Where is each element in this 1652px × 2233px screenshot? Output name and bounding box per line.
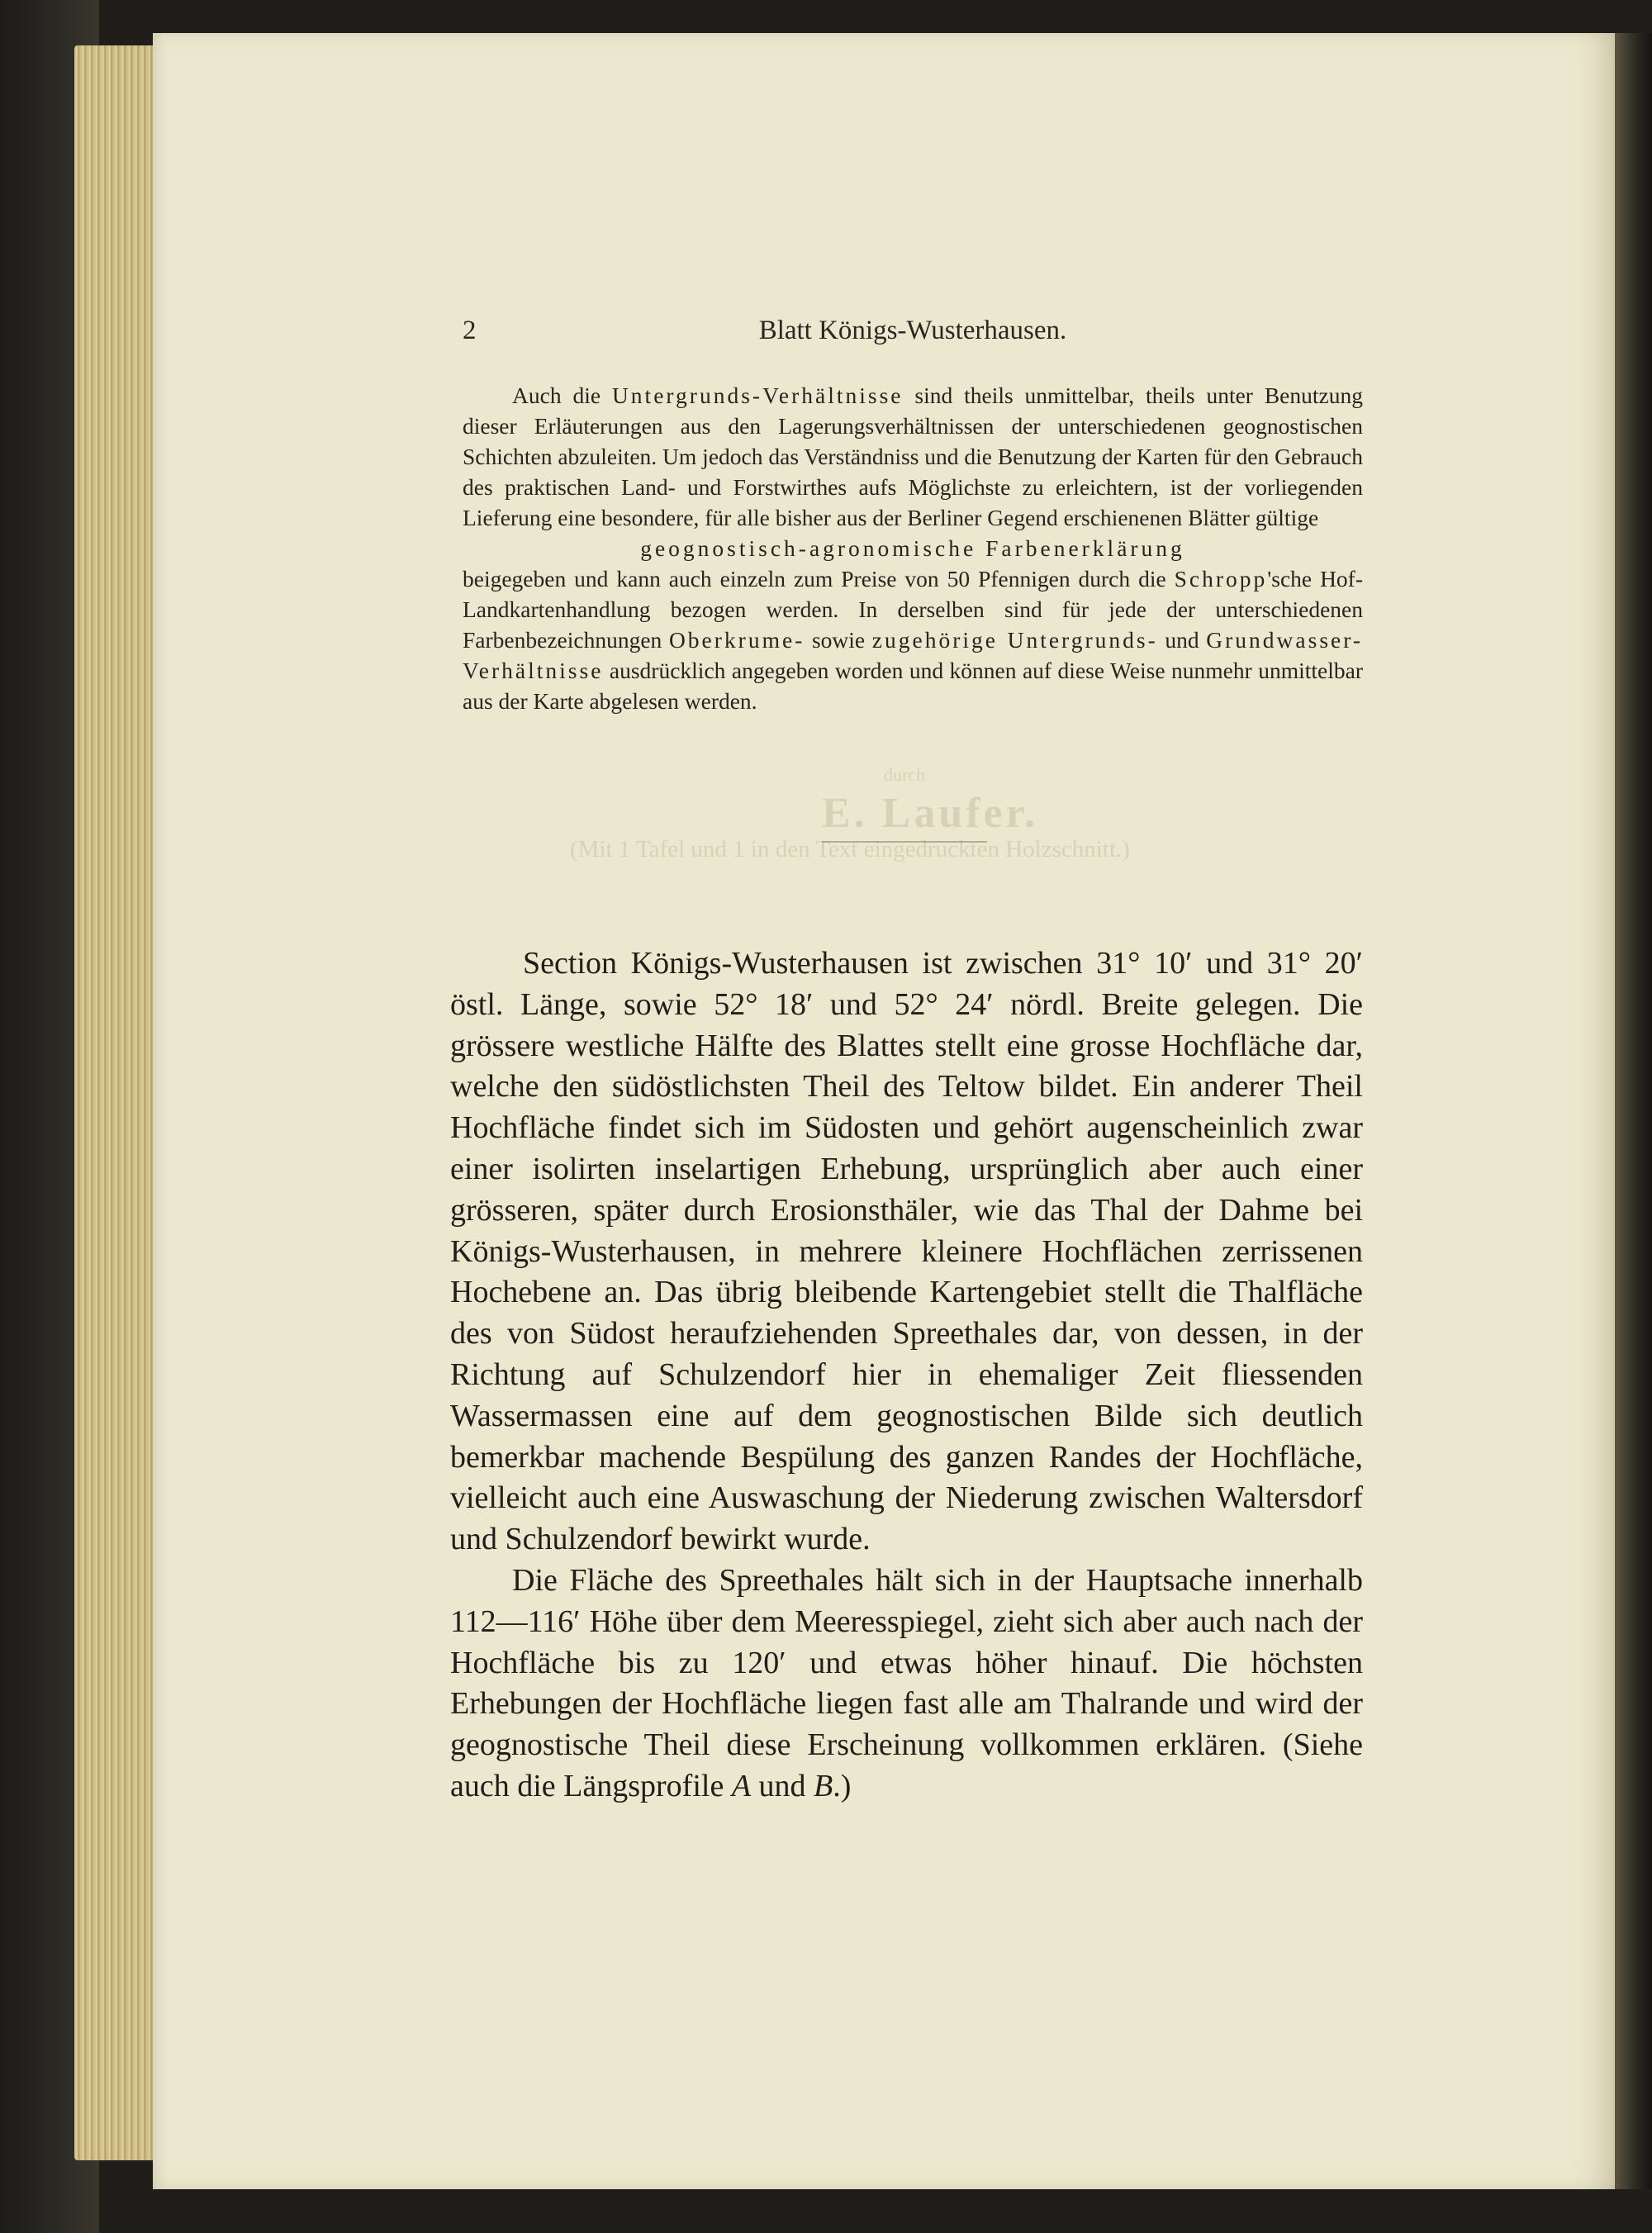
page-edges — [74, 45, 157, 2160]
profile-b-ref: B — [814, 1768, 833, 1803]
small-paragraph — [463, 380, 1363, 716]
main-text — [450, 943, 1363, 1808]
text-run: .) — [833, 1768, 852, 1803]
text-run: sowie — [805, 627, 872, 653]
profile-a-ref: A — [731, 1768, 752, 1803]
small-paragraph-body — [463, 380, 1363, 716]
main-paragraph-1: Section Königs-Wusterhausen ist zwischen 31° 10′ und 31° 20′ östl. Länge, sowie 52° 18′ und 52° 24′ nördl. Breite gelegen. Die grössere westliche Hälfte des Blattes stellt eine grosse Hochfläche dar, welche den südöstlichsten Theil des Teltow bildet. Ein anderer Theil Hochfläche findet sich im Südosten und gehört augenscheinlich zwar einer isolirten inselartigen Erhebung, ursprünglich aber auch einer grösseren, später durch Erosionsthäler, wie das Thal der Dahme bei Königs-Wusterhausen, in mehrere kleinere Hochflächen zerrissenen Hochebene an. Das übrig bleibende Kartengebiet stellt die Thalfläche des von Südost heraufziehenden Spreethales dar, von dessen, in der Richtung auf Schulzendorf hier in ehemaliger Zeit fliessenden Wassermassen eine auf dem geognostischen Bilde sich deutlich bemerkbar machende Bespülung des ganzen Randes der Hochfläche, vielleicht auch eine Auswaschung der Niederung zwischen Waltersdorf und Schulzendorf bewirkt wurde. — [450, 946, 1363, 1557]
text-run: Auch die — [512, 382, 612, 408]
emphasis-grundwasser: Grundwasser-Verhältnisse — [463, 627, 1363, 683]
text-run: Die Fläche des Spreethales hält sich in der Hauptsache innerhalb 112—116′ Höhe über dem Meeresspiegel, zieht sich aber auch nach der Hochfläche bis zu 120′ und etwas höher hinauf. Die höchsten Erhebungen der Hochfläche liegen fast alle am Thalrande und wird der geognostische Theil diese Erscheinung vollkommen erklären. (Siehe auch die Längsprofile — [450, 1562, 1363, 1803]
main-paragraph-2 — [450, 1561, 1363, 1808]
text-run: beigegeben und kann auch einzeln zum Preise von 50 Pfennigen durch die — [463, 566, 1175, 592]
running-title: Blatt Königs-Wusterhausen. — [758, 316, 1067, 345]
book-binding-right — [1615, 33, 1652, 2189]
page-number: 2 — [463, 316, 477, 345]
emphasis-schropp: Schropp — [1174, 566, 1268, 592]
text-run: 'sche Hof-Landkartenhandlung bezogen werden. In derselben sind für jede der unterschiedenen Farbenbezeichnungen — [463, 566, 1363, 653]
emphasis-oberkrume: Oberkrume- — [668, 627, 805, 653]
emphasis-zugehoerige: zugehörige Untergrunds- — [871, 627, 1158, 653]
bleed-through-author: E. Laufer. — [822, 790, 1038, 837]
emphasis-untergrunds: Untergrunds-Verhältnisse — [611, 382, 904, 408]
farbenerklaerung-term: geognostisch-agronomische Farbenerklärung — [640, 535, 1185, 561]
text-run: und — [1157, 627, 1207, 653]
running-head — [463, 316, 1363, 365]
text-run: und — [751, 1768, 814, 1803]
bleed-through-subtitle: (Mit 1 Tafel und 1 in den Text eingedruckten Holzschnitt.) — [570, 836, 1130, 862]
text-run: sind theils unmittelbar, theils unter Benutzung dieser Erläuterungen aus den Lagerungsverhältnissen der unterschiedenen geognostischen Schichten abzuleiten. Um jedoch das Verständniss und die Benutzung der Karten für den Gebrauch des praktischen Land- und Forstwirthes aufs Möglichste zu erleichtern, ist der vorliegenden Lieferung eine besondere, für alle bisher aus der Berliner Gegend erschienenen Blätter gültige — [463, 382, 1363, 530]
text-run: ausdrücklich angegeben worden und können auf diese Weise nunmehr unmittelbar aus der Karte abgelesen werden. — [463, 658, 1363, 714]
bleed-through-durch: durch — [884, 764, 926, 785]
